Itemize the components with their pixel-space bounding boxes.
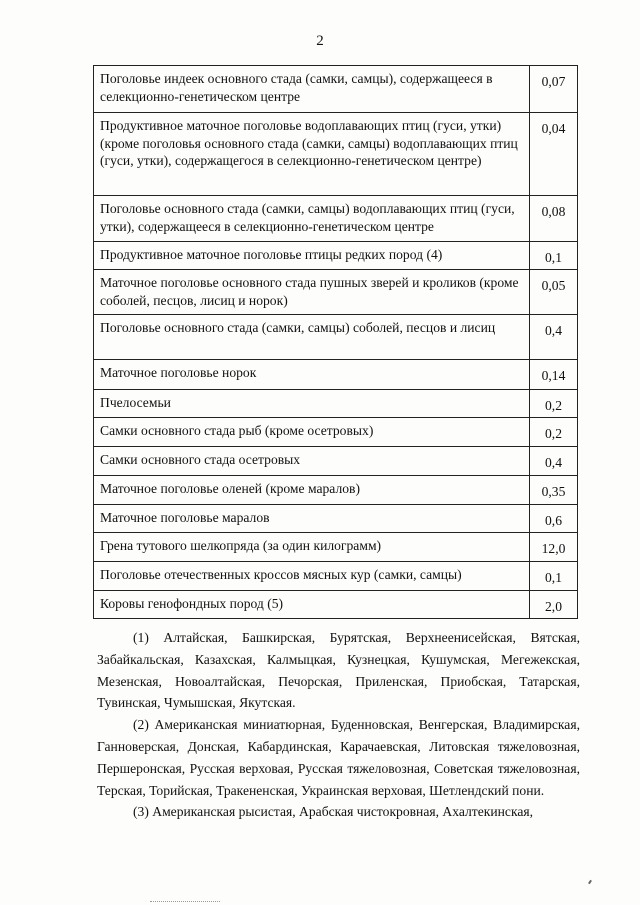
row-coefficient: 0,4 bbox=[530, 315, 578, 360]
row-description: Маточное поголовье основного стада пушных зверей и кроликов (кроме соболей, песцов, лисиц и норок) bbox=[94, 270, 530, 315]
subsidy-rate-table bbox=[93, 65, 578, 619]
row-description: Пчелосемьи bbox=[94, 390, 530, 418]
table-row bbox=[94, 66, 578, 113]
row-description: Продуктивное маточное поголовье птицы редких пород (4) bbox=[94, 242, 530, 270]
row-coefficient: 0,2 bbox=[530, 390, 578, 418]
row-description: Продуктивное маточное поголовье водоплавающих птиц (гуси, утки) (кроме поголовья основного стада (самки, самцы) водоплавающих птиц (гуси, утки), содержащегося в селекционно-генетическом центре) bbox=[94, 113, 530, 196]
row-coefficient: 0,14 bbox=[530, 360, 578, 390]
table-row bbox=[94, 591, 578, 619]
row-description: Самки основного стада осетровых bbox=[94, 447, 530, 476]
table-row bbox=[94, 270, 578, 315]
row-description: Поголовье основного стада (самки, самцы) соболей, песцов и лисиц bbox=[94, 315, 530, 360]
row-coefficient: 2,0 bbox=[530, 591, 578, 619]
row-description: Маточное поголовье норок bbox=[94, 360, 530, 390]
row-description: Поголовье основного стада (самки, самцы) водоплавающих птиц (гуси, утки), содержащееся в селекционно-генетическом центре bbox=[94, 196, 530, 242]
row-coefficient: 0,1 bbox=[530, 242, 578, 270]
table-row bbox=[94, 360, 578, 390]
row-description: Самки основного стада рыб (кроме осетровых) bbox=[94, 418, 530, 447]
row-description: Маточное поголовье оленей (кроме маралов) bbox=[94, 476, 530, 505]
row-description: Поголовье индеек основного стада (самки, самцы), содержащееся в селекционно-генетическом центре bbox=[94, 66, 530, 113]
row-coefficient: 0,08 bbox=[530, 196, 578, 242]
footnote-2: (2) Американская миниатюрная, Буденновская, Венгерская, Владимирская, Ганноверская, Донская, Кабардинская, Карачаевская, Литовская тяжеловозная, Першеронская, Русская верховая, Русская тяжеловозная, Советская тяжеловозная, Терская, Торийская, Тракененская, Украинская верховая, Шетлендский пони. bbox=[97, 717, 580, 798]
table-row bbox=[94, 113, 578, 196]
table-row bbox=[94, 533, 578, 562]
table-row bbox=[94, 242, 578, 270]
table-row bbox=[94, 476, 578, 505]
row-coefficient: 0,04 bbox=[530, 113, 578, 196]
footnotes bbox=[97, 627, 580, 823]
row-coefficient: 0,07 bbox=[530, 66, 578, 113]
row-coefficient: 0,1 bbox=[530, 562, 578, 591]
row-coefficient: 0,6 bbox=[530, 505, 578, 533]
row-description: Грена тутового шелкопряда (за один килограмм) bbox=[94, 533, 530, 562]
row-coefficient: 0,2 bbox=[530, 418, 578, 447]
table-row bbox=[94, 315, 578, 360]
row-coefficient: 0,35 bbox=[530, 476, 578, 505]
table-row bbox=[94, 196, 578, 242]
row-coefficient: 12,0 bbox=[530, 533, 578, 562]
scan-speck bbox=[588, 880, 592, 884]
scan-edge-mark bbox=[150, 901, 220, 904]
row-coefficient: 0,4 bbox=[530, 447, 578, 476]
row-description: Поголовье отечественных кроссов мясных кур (самки, самцы) bbox=[94, 562, 530, 591]
page-number: 2 bbox=[316, 33, 324, 49]
row-description: Коровы генофондных пород (5) bbox=[94, 591, 530, 619]
footnote-1: (1) Алтайская, Башкирская, Бурятская, Верхнеенисейская, Вятская, Забайкальская, Казахская, Калмыцкая, Кузнецкая, Кушумская, Мегежекская, Мезенская, Новоалтайская, Печорская, Приленская, Приобская, Татарская, Тувинская, Чумышская, Якутская. bbox=[97, 630, 580, 711]
table-row bbox=[94, 418, 578, 447]
table-row bbox=[94, 562, 578, 591]
row-description: Маточное поголовье маралов bbox=[94, 505, 530, 533]
row-coefficient: 0,05 bbox=[530, 270, 578, 315]
footnote-3: (3) Американская рысистая, Арабская чистокровная, Ахалтекинская, bbox=[133, 804, 534, 820]
table-row bbox=[94, 390, 578, 418]
table-row bbox=[94, 447, 578, 476]
table-row bbox=[94, 505, 578, 533]
